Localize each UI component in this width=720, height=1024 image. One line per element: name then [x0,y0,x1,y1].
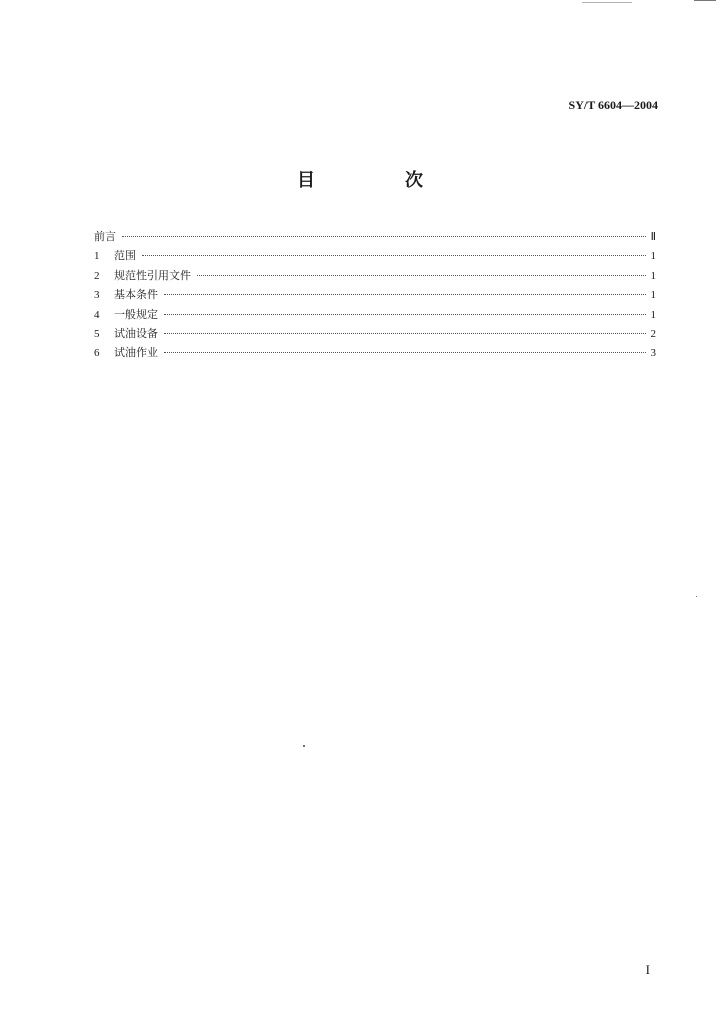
scan-artifact-line [582,2,632,3]
toc-entry-label: 基本条件 [114,288,158,302]
scan-speck [303,745,305,747]
toc-entry-page: 2 [650,327,656,340]
toc-entry-number: 5 [94,327,100,340]
toc-entry-label: 试油作业 [114,346,158,360]
toc-entry-scope[interactable] [94,246,656,265]
scan-artifact-mark [694,0,716,9]
toc-entry-general-provisions[interactable] [94,305,656,324]
toc-entry-number: 2 [94,269,100,282]
scan-speck [696,596,697,597]
toc-entry-page: 1 [650,308,656,321]
toc-entry-label: 范围 [114,249,136,263]
toc-entry-testing-operations[interactable] [94,343,656,362]
toc-entry-page: 1 [650,289,656,302]
toc-entry-foreword[interactable] [94,227,656,246]
toc-leader-dots [164,351,646,353]
toc-leader-dots [197,274,646,276]
toc-entry-page: 1 [650,250,656,263]
page-number: I [645,962,650,977]
toc-entry-normative-references[interactable] [94,266,656,285]
toc-entry-label: 一般规定 [114,307,158,321]
toc-entry-number: 4 [94,308,100,321]
toc-entry-number: 1 [94,250,100,263]
toc-entry-testing-equipment[interactable] [94,324,656,343]
standard-number: SY/T 6604—2004 [568,98,658,112]
toc-entry-basic-conditions[interactable] [94,285,656,304]
toc-leader-dots [164,293,646,295]
toc-entry-page: 3 [650,347,656,360]
page-title: 目 次 [297,170,459,191]
toc-entry-number: 6 [94,347,100,360]
toc-leader-dots [164,332,646,334]
toc-entry-label: 前言 [94,230,116,243]
toc-entry-label: 规范性引用文件 [114,268,191,282]
toc-entry-page: 1 [650,269,656,282]
toc-leader-dots [142,254,646,256]
toc-entry-page: Ⅱ [650,231,656,243]
table-of-contents [94,227,656,363]
toc-leader-dots [164,313,646,315]
toc-entry-label: 试油设备 [114,326,158,340]
toc-entry-number: 3 [94,289,100,302]
toc-leader-dots [122,235,646,237]
